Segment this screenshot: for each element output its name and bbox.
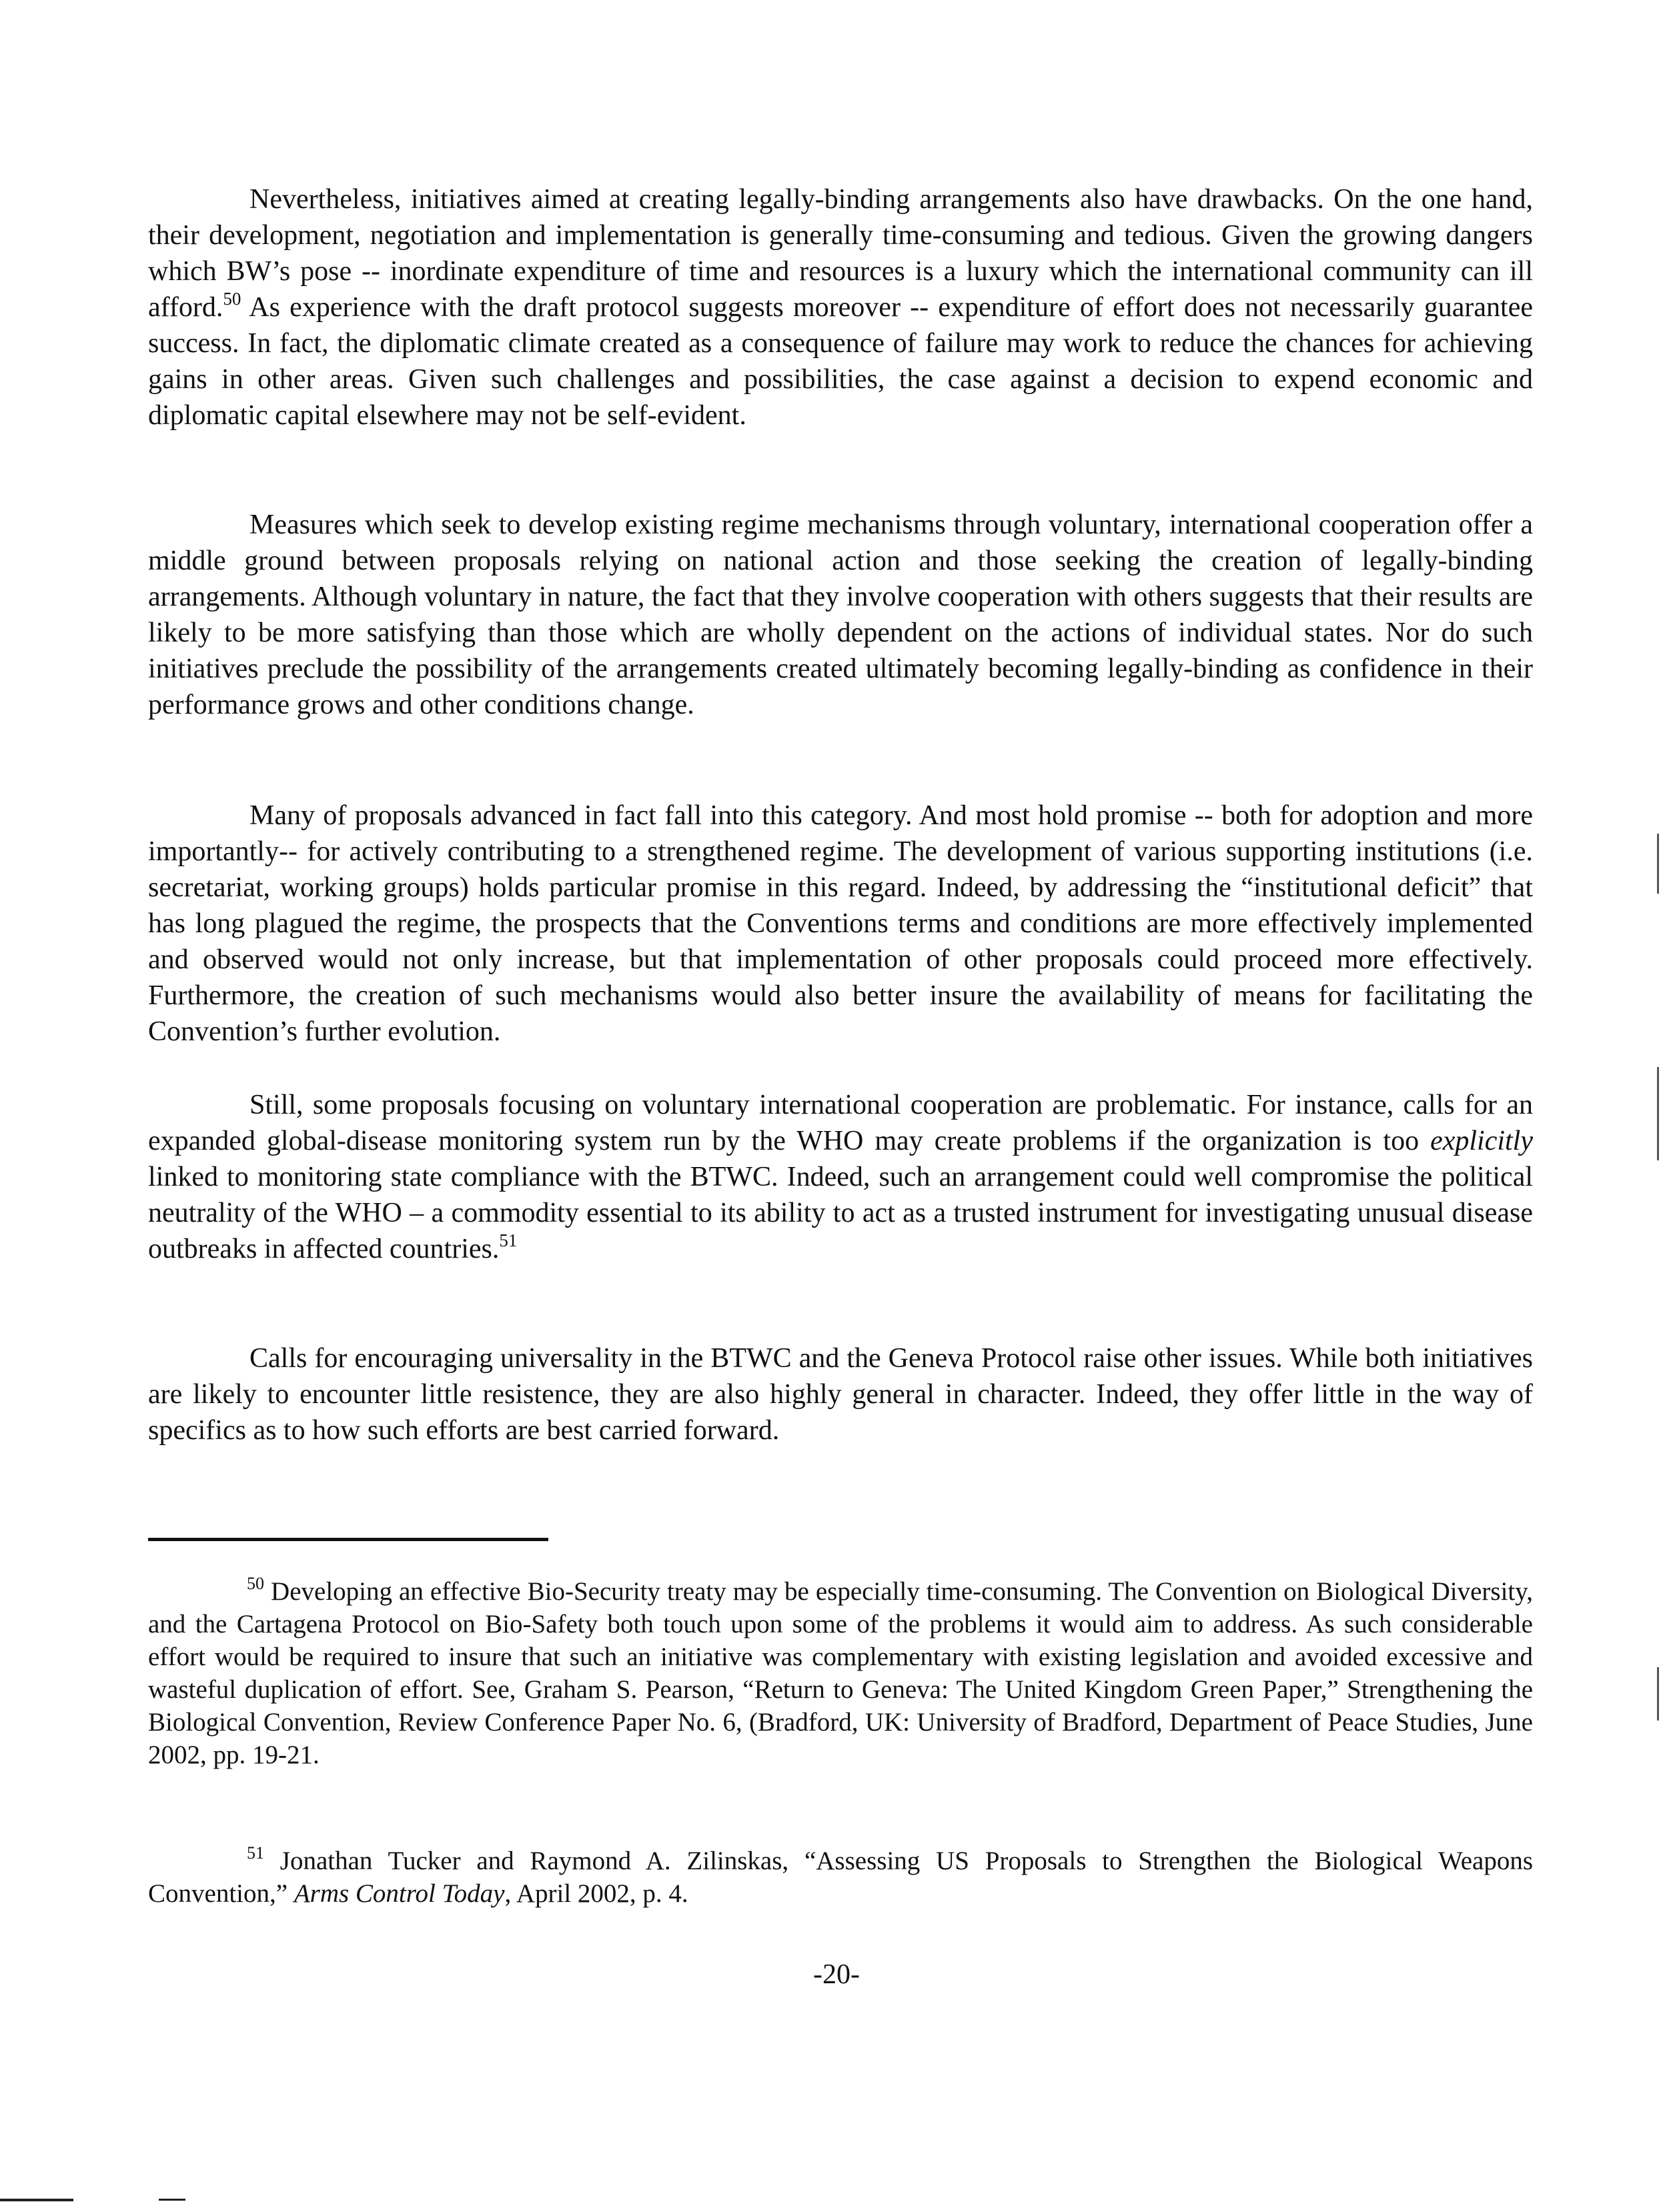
paragraph-problematic-proposals bbox=[148, 1087, 1533, 1267]
footnote-text: , April 2002, p. 4. bbox=[504, 1879, 688, 1908]
paragraph-voluntary-cooperation bbox=[148, 507, 1533, 723]
footnote-50 bbox=[148, 1575, 1533, 1771]
footnote-text: Developing an effective Bio-Security treaty may be especially time-consuming. The Convention on Biological Diversity, and the Cartagena Protocol on Bio-Safety both touch upon some of the problems it would aim to address. As such considerable effort would be required to insure that such an initiative was complementary with existing legislation and avoided excessive and wasteful duplication of effort. See, Graham S. Pearson, “Return to Geneva: The United Kingdom Green Paper,” Strengthening the Biological Convention, Review Conference Paper No. 6, (Bradford, UK: University of Bradford, Department of Peace Studies, June 2002, pp. 19-21. bbox=[148, 1577, 1533, 1769]
paragraph-universality bbox=[148, 1340, 1533, 1448]
paragraph-text: Many of proposals advanced in fact fall into this category. And most hold promise -- both for adoption and more importantly-- for actively contributing to a strengthened regime. The development of various supporting institutions (i.e. secretariat, working groups) holds particular promise in this regard. Indeed, by addressing the “institutional deficit” that has long plagued the regime, the prospects that the Conventions terms and conditions are more effectively implemented and observed would not only increase, but that implementation of other proposals could proceed more effectively. Furthermore, the creation of such mechanisms would also better insure the availability of means for facilitating the Convention’s further evolution. bbox=[148, 800, 1533, 1047]
footnote-separator bbox=[148, 1538, 548, 1541]
paragraph-text: As experience with the draft protocol suggests moreover -- expenditure of effort does not necessarily guarantee success. In fact, the diplomatic climate created as a consequence of failure may work to reduce the chances for achieving gains in other areas. Given such challenges and possibilities, the case against a decision to expend economic and diplomatic capital elsewhere may not be self-evident. bbox=[148, 292, 1533, 431]
scan-edge-mark bbox=[1657, 834, 1659, 894]
journal-title: Arms Control Today bbox=[294, 1879, 505, 1908]
paragraph-proposals-category bbox=[148, 798, 1533, 1050]
footnote-text: Jonathan Tucker and Raymond A. Zilinskas, “Assessing US Proposals to Strengthen the Biological Weapons Convention,” bbox=[148, 1847, 1533, 1908]
emphasis-explicitly: explicitly bbox=[1430, 1126, 1533, 1156]
footnote-ref-51[interactable]: 51 bbox=[499, 1230, 518, 1250]
footnote-number: 50 bbox=[247, 1574, 264, 1593]
paragraph-text: Nevertheless, initiatives aimed at creating legally-binding arrangements also have drawbacks. On the one hand, their development, negotiation and implementation is generally time-consuming and tedious. Given the growing dangers which BW’s pose -- inordinate expenditure of time and resources is a luxury which the international community can ill afford. bbox=[148, 184, 1533, 323]
paragraph-text: Measures which seek to develop existing regime mechanisms through voluntary, international cooperation offer a middle ground between proposals relying on national action and those seeking the creation of legally-binding arrangements. Although voluntary in nature, the fact that they involve cooperation with others suggests that their results are likely to be more satisfying than those which are wholly dependent on the actions of individual states. Nor do such initiatives preclude the possibility of the arrangements created ultimately becoming legally-binding as confidence in their performance grows and other conditions change. bbox=[148, 509, 1533, 720]
paragraph-text: Calls for encouraging universality in the BTWC and the Geneva Protocol raise other issues. While both initiatives are likely to encounter little resistence, they are also highly general in character. Indeed, they offer little in the way of specifics as to how such efforts are best carried forward. bbox=[148, 1343, 1533, 1446]
paragraph-text: linked to monitoring state compliance with the BTWC. Indeed, such an arrangement could well compromise the political neutrality of the WHO – a commodity essential to its ability to act as a trusted instrument for investigating unusual disease outbreaks in affected countries. bbox=[148, 1162, 1533, 1264]
footnote-ref-50[interactable]: 50 bbox=[223, 289, 241, 309]
scan-edge-mark bbox=[159, 2199, 185, 2201]
scan-edge-mark bbox=[1657, 1067, 1659, 1160]
scan-edge-mark bbox=[1657, 1667, 1659, 1721]
scan-edge-mark bbox=[0, 2199, 73, 2201]
footnote-51 bbox=[148, 1845, 1533, 1910]
page-number: -20- bbox=[813, 1959, 860, 1990]
paragraph-text: Still, some proposals focusing on voluntary international cooperation are problematic. For instance, calls for an expanded global-disease monitoring system run by the WHO may create problems if the organization is too bbox=[148, 1090, 1533, 1156]
paragraph-legally-binding-drawbacks bbox=[148, 181, 1533, 433]
footnote-number: 51 bbox=[247, 1843, 264, 1863]
